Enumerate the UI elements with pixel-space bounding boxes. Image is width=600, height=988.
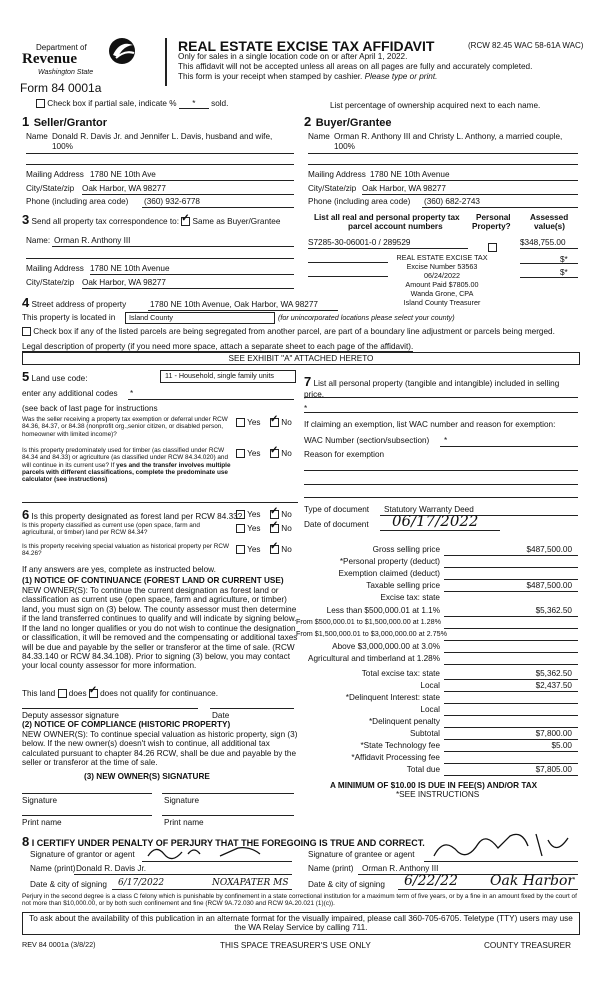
- forest-q3: Is this property receiving special valuation as historical property per RCW 84.26?: [22, 543, 230, 558]
- personal-property-checkbox[interactable]: [488, 243, 497, 252]
- header-note-2: This affidavit will not be accepted unless all areas on all pages are fully and accurately completed.: [178, 62, 533, 71]
- accessibility-box: [22, 912, 580, 935]
- personal-header-1: Personal: [476, 213, 511, 222]
- notice1-title: (1) NOTICE OF CONTINUANCE (FOREST LAND OR CURRENT USE): [22, 576, 284, 585]
- parcel-header-1: List all real and personal property tax: [314, 213, 460, 222]
- gross-label: Gross selling price: [372, 545, 440, 554]
- grantee-signature[interactable]: [424, 826, 574, 862]
- f1-no[interactable]: ✓ No: [270, 510, 292, 519]
- q1-no[interactable]: ✓ No: [270, 418, 292, 427]
- certify-statement: 8 I CERTIFY UNDER PENALTY OF PERJURY THAT THE FOREGOING IS TRUE AND CORRECT.: [22, 834, 425, 849]
- land-qualify-row: This land does ✓ does not qualify for continuance.: [22, 689, 218, 698]
- notice3-title: (3) NEW OWNER(S) SIGNATURE: [84, 772, 210, 781]
- dept-state: Washington State: [38, 69, 94, 76]
- grantor-sig-label: Signature of grantor or agent: [30, 850, 135, 859]
- buyer-name-label: Name: [308, 132, 330, 141]
- owner-sig-label-1: Signature: [22, 796, 58, 805]
- grantee-print-label: Name (print): [308, 864, 354, 873]
- does-checkbox[interactable]: [58, 689, 67, 698]
- dept-line: Department of: [36, 43, 87, 52]
- seller-mail-label: Mailing Address: [26, 170, 84, 179]
- buyer-phone-field[interactable]: (360) 682-2743: [424, 197, 480, 206]
- see-back-note: (see back of last page for instructions: [22, 404, 158, 413]
- same-as-buyer-checkbox[interactable]: [181, 217, 190, 226]
- partial-sale-checkbox[interactable]: [36, 99, 45, 108]
- excise-state-label: Excise tax: state: [380, 593, 440, 602]
- doc-type-label: Type of document: [304, 505, 370, 514]
- treasurer-use-label: THIS SPACE TREASURER'S USE ONLY: [220, 941, 371, 950]
- owner-sig-label-2: Signature: [164, 796, 200, 805]
- accessibility-note: To ask about the availability of this publication in an alternate format for the visually impaired, please call 360-705-6705. Teletype (TTY) users may use the WA Relay Service by calling 711.: [29, 914, 573, 933]
- header-note-3: This form is your receipt when stamped by cashier. Please type or print.: [178, 72, 438, 81]
- tier4-label: Above $3,000,000.00 at 3.0%: [332, 642, 440, 651]
- f2-yes[interactable]: Yes: [236, 524, 261, 533]
- grantee-print-field[interactable]: Orman R. Anthony III: [362, 864, 439, 873]
- legal-label: Legal description of property (if you need more space, attach a separate sheet to each page of the affidavit).: [22, 342, 414, 351]
- county-note: (for unincorporated locations please select your county): [278, 313, 455, 322]
- buyer-heading: 2 Buyer/Grantee: [304, 114, 392, 129]
- legal-description-field[interactable]: [22, 352, 580, 365]
- grantee-date-label: Date & city of signing: [308, 880, 385, 889]
- assessed-header-1: Assessed: [530, 213, 569, 222]
- assessed-value-3[interactable]: $*: [560, 268, 568, 277]
- corr-mail-field[interactable]: 1780 NE 10th Avenue: [90, 264, 170, 273]
- partial-sale-row: Check box if partial sale, indicate % * sold.: [36, 99, 228, 109]
- personal-deduct-label: *Personal property (deduct): [339, 557, 440, 566]
- local2-label: Local: [420, 705, 440, 714]
- segregation-row: Check box if any of the listed parcels are being segregated from another parcel, are part of a boundary line adjustment or parcels being merged.: [22, 327, 555, 336]
- local-value[interactable]: $2,437.50: [535, 681, 572, 690]
- land-use-value: 11 - Household, single family units: [165, 371, 274, 380]
- total-due-label: Total due: [406, 765, 440, 774]
- seller-city-label: City/State/zip: [26, 184, 75, 193]
- notice2-title: (2) NOTICE OF COMPLIANCE (HISTORIC PROPERTY): [22, 720, 231, 729]
- grantor-date-field[interactable]: 6/17/2022: [118, 878, 165, 888]
- corr-mail-label: Mailing Address: [26, 264, 84, 273]
- assessed-value-2[interactable]: $*: [560, 255, 568, 264]
- personal-property-label: 7 List all personal property (tangible and intangible) included in selling price.: [304, 374, 560, 399]
- buyer-mail-field[interactable]: 1780 NE 10th Avenue: [370, 170, 450, 179]
- stamp-line-4: Amount Paid $7805.00: [405, 280, 479, 289]
- grantor-date-label: Date & city of signing: [30, 880, 107, 889]
- timber-question: Is this property predominately used for timber (as classified under RCW 84.34 and 84.33) or agriculture (as classified under RCW 84.34.020) and will continue in its current use? If yes and the transfer involves multiple parcels with different classifications, complete the predominate use calculator (see instructions): [22, 447, 231, 484]
- buyer-name-percent[interactable]: 100%: [334, 142, 355, 151]
- taxable-label: Taxable selling price: [366, 581, 440, 590]
- affidavit-fee-label: *Affidavit Processing fee: [351, 753, 440, 762]
- local-label: Local: [420, 681, 440, 690]
- total-state-label: Total excise tax: state: [361, 669, 440, 678]
- tier2-label: From $500,000.01 to $1,500,000.00 at 1.28%: [296, 617, 442, 626]
- legal-description-value: SEE EXHIBIT "A" ATTACHED HERETO: [228, 354, 374, 363]
- seller-phone-label: Phone (including area code): [26, 197, 129, 206]
- notice1-body: NEW OWNER(S): To continue the current designation as forest land or classification as current use (open space, farm and agriculture, or timber) land, you must sign on (3) below. The county assessor must then determine if the land transferred continues to qualify and will indicate by signing below. If the land no longer qualifies or you do not wish to continue the designation or classification, it will be removed and the compensating or additional taxes will be due and payable by the seller or transferor at the time of sale. (RCW 84.33.140 or RCW 84.34.108). Prior to signing (3) below, you may contact your local county assessor for more information.: [22, 586, 298, 671]
- additional-codes-label: enter any additional codes: [22, 389, 118, 398]
- additional-codes-field[interactable]: *: [130, 389, 134, 398]
- f2-no[interactable]: ✓ No: [270, 524, 292, 533]
- personal-property-field[interactable]: *: [304, 404, 308, 413]
- interest-label: *Delinquent Interest: state: [345, 693, 440, 702]
- tech-fee-value[interactable]: $5.00: [551, 741, 572, 750]
- exemption-deduct-label: Exemption claimed (deduct): [338, 569, 440, 578]
- street-field[interactable]: 1780 NE 10th Avenue, Oak Harbor, WA 98277: [150, 300, 318, 309]
- tech-fee-label: *State Technology fee: [360, 741, 440, 750]
- corr-name-field[interactable]: Orman R. Anthony III: [54, 236, 131, 245]
- f3-no[interactable]: ✓ No: [270, 545, 292, 554]
- grantor-city-field[interactable]: NOXAPATER MS: [212, 878, 289, 888]
- total-due-value[interactable]: $7,805.00: [535, 765, 572, 774]
- penalty-label: *Delinquent penalty: [368, 717, 440, 726]
- revenue-logo-icon: [106, 36, 140, 66]
- grantee-sig-label: Signature of grantee or agent: [308, 850, 415, 859]
- wac-label: WAC Number (section/subsection): [304, 436, 430, 445]
- tier5-label: Agricultural and timberland at 1.28%: [308, 654, 440, 663]
- forest-q2: Is this property classified as current use (open space, farm and agricultural, or timber) land per RCW 84.34?: [22, 522, 200, 537]
- header-note-1: Only for sales in a single location code on or after April 1, 2022.: [178, 52, 408, 61]
- buyer-phone-label: Phone (including area code): [308, 197, 411, 206]
- seller-name-label: Name: [26, 132, 48, 141]
- tier1-label: Less than $500,000.01 at 1.1%: [326, 606, 440, 615]
- owner-print-label-1: Print name: [22, 818, 62, 827]
- personal-header-2: Property?: [472, 222, 511, 231]
- seller-city-field[interactable]: Oak Harbor, WA 98277: [82, 184, 166, 193]
- exemption-question: Was the seller receiving a property tax exemption or deferral under RCW 84.36, 84.37, or 84.38 (nonprofit org.,senior citizen, or disabled person, homeowner with limited income)?: [22, 416, 228, 438]
- q2-no[interactable]: ✓ No: [270, 449, 292, 458]
- county-value: Island County: [129, 313, 173, 322]
- notice2-body: NEW OWNER(S): To continue special valuation as historic property, sign (3) below. If the new owner(s) doesn't wish to continue, all additional tax calculated pursuant to chapter 84.26 RCW, shall be due and payable by the seller or transferor at the time of sale.: [22, 730, 298, 768]
- form-title-ref: (RCW 82.45 WAC 58-61A WAC): [468, 41, 584, 50]
- buyer-mail-label: Mailing Address: [308, 170, 366, 179]
- form-title: REAL ESTATE EXCISE TAX AFFIDAVIT: [178, 38, 435, 54]
- stamp-line-5: Wanda Grone, CPA: [410, 289, 474, 298]
- grantor-print-field[interactable]: Donald R. Davis Jr.: [76, 864, 147, 873]
- doc-date-label: Date of document: [304, 520, 369, 529]
- forest-intro: If any answers are yes, complete as instructed below.: [22, 565, 216, 574]
- gross-value[interactable]: $487,500.00: [526, 545, 572, 554]
- stamp-line-6: Island County Treasurer: [403, 298, 481, 307]
- buyer-name-field[interactable]: Orman R. Anthony III and Christy L. Anthony, a married couple,: [334, 132, 563, 141]
- stamp-line-1: REAL ESTATE EXCISE TAX: [396, 253, 488, 262]
- seller-name-field[interactable]: Donald R. Davis Jr. and Jennifer L. Davis, husband and wife,: [52, 132, 273, 141]
- does-not-checkbox[interactable]: [89, 689, 98, 698]
- partial-sale-percent[interactable]: *: [179, 99, 209, 109]
- street-row: 4 Street address of property: [22, 295, 127, 310]
- corr-name-label: Name:: [26, 236, 51, 245]
- located-label: This property is located in: [22, 313, 116, 322]
- form-number: Form 84 0001a: [20, 81, 102, 95]
- grantee-city-field[interactable]: Oak Harbor: [490, 873, 575, 889]
- reason-label: Reason for exemption: [304, 450, 385, 459]
- assessed-value-1[interactable]: $348,755.00: [520, 238, 566, 247]
- stamp-line-2: Excise Number 53563: [406, 262, 478, 271]
- subtotal-label: Subtotal: [409, 729, 440, 738]
- deputy-date-label: Date: [212, 711, 230, 720]
- partial-sale-label: Check box if partial sale, indicate %: [47, 99, 177, 108]
- wac-field[interactable]: *: [444, 436, 448, 445]
- rev-number: REV 84 0001a (3/8/22): [22, 940, 96, 949]
- grantor-print-label: Name (print): [30, 864, 76, 873]
- f1-yes[interactable]: Yes: [236, 510, 261, 519]
- corr-city-field[interactable]: Oak Harbor, WA 98277: [82, 278, 166, 287]
- see-instructions: *SEE INSTRUCTIONS: [396, 790, 480, 799]
- county-treasurer-label: COUNTY TREASURER: [484, 941, 572, 950]
- land-use-select[interactable]: [160, 370, 296, 383]
- q2-yes[interactable]: Yes: [236, 449, 261, 458]
- land-use-label: 5 Land use code:: [22, 369, 88, 384]
- f3-yes[interactable]: Yes: [236, 545, 261, 554]
- taxable-value[interactable]: $487,500.00: [526, 581, 572, 590]
- seller-mail-field[interactable]: 1780 NE 10th Ave: [90, 170, 156, 179]
- q1-yes[interactable]: Yes: [236, 418, 261, 427]
- parcel-header-2: parcel account numbers: [348, 222, 443, 231]
- county-select[interactable]: [125, 312, 275, 324]
- buyer-city-field[interactable]: Oak Harbor, WA 98277: [362, 184, 446, 193]
- doc-type-field[interactable]: Statutory Warranty Deed: [384, 505, 474, 514]
- correspondence-row: 3 Send all property tax correspondence to: ✓ Same as Buyer/Grantee: [22, 213, 280, 228]
- buyer-city-label: City/State/zip: [308, 184, 357, 193]
- tier1-value[interactable]: $5,362.50: [535, 606, 572, 615]
- parcel-row-1[interactable]: S7285-30-06001-0 / 289529: [308, 238, 411, 247]
- grantee-date-field[interactable]: 6/22/22: [404, 873, 458, 889]
- minimum-note: A MINIMUM OF $10.00 IS DUE IN FEE(S) AND/OR TAX: [330, 781, 538, 790]
- owner-print-label-2: Print name: [164, 818, 204, 827]
- seller-name-percent[interactable]: 100%: [52, 142, 73, 151]
- perjury-notice: Perjury in the second degree is a class C felony which is punishable by confinement in a state correctional institution for a maximum term of five years, or by a fine in an amount fixed by the court of not more than $10,000.00, or by both such confinement and fine (RCW 9A.72.030 and RCW 9A.20.021 (1)(c)).: [22, 893, 577, 908]
- tier3-label: From $1,500,000.01 to $3,000,000.00 at 2.75%: [296, 629, 448, 638]
- seller-phone-field[interactable]: (360) 932-6778: [144, 197, 200, 206]
- dept-name: Revenue: [22, 51, 77, 67]
- corr-city-label: City/State/zip: [26, 278, 75, 287]
- ownership-note: List percentage of ownership acquired next to each name.: [330, 101, 541, 110]
- forest-q1: 6 Is this property designated as forest land per RCW 84.33?: [22, 507, 243, 522]
- segregation-checkbox[interactable]: [22, 327, 31, 336]
- grantor-signature[interactable]: [142, 842, 282, 862]
- doc-date-field[interactable]: 06/17/2022: [392, 512, 479, 530]
- seller-heading: 1 Seller/Grantor: [22, 114, 108, 129]
- exemption-label: If claiming an exemption, list WAC number and reason for exemption:: [304, 420, 556, 429]
- subtotal-value[interactable]: $7,800.00: [535, 729, 572, 738]
- stamp-line-3: 06/24/2022: [424, 271, 460, 280]
- total-state-value[interactable]: $5,362.50: [535, 669, 572, 678]
- assessed-header-2: value(s): [534, 222, 565, 231]
- deputy-label: Deputy assessor signature: [22, 711, 119, 720]
